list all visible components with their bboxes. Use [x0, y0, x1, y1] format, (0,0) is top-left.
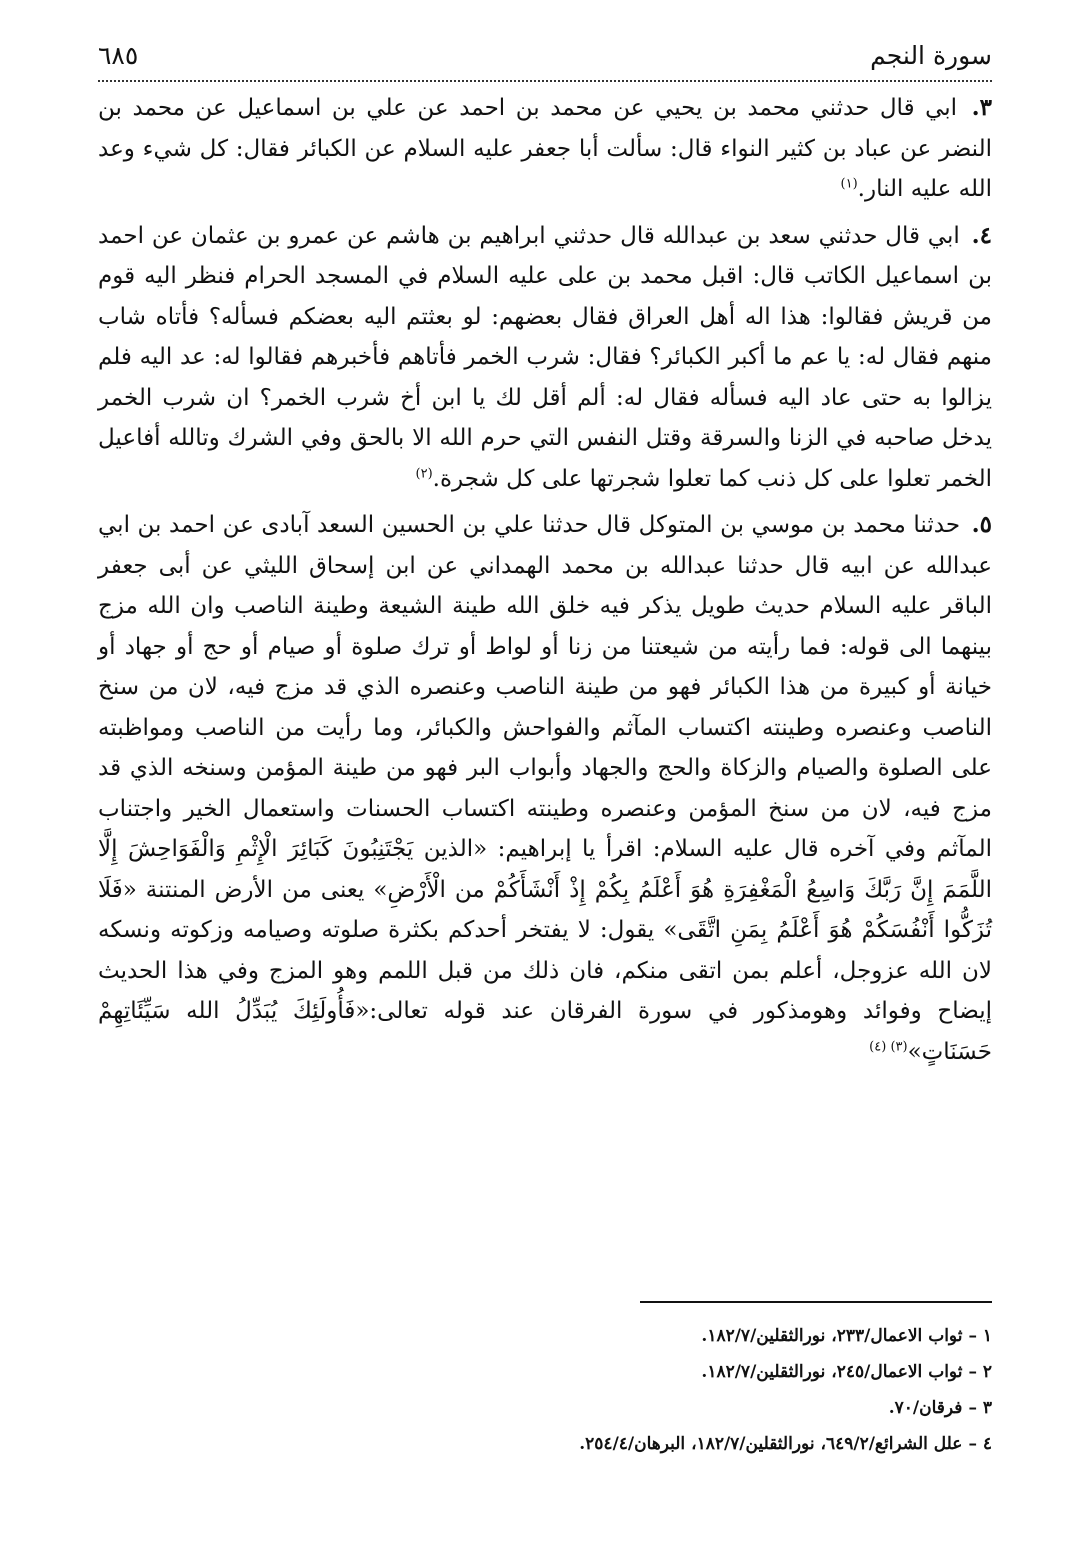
footnotes — [98, 1318, 992, 1462]
paragraph-5 — [98, 505, 992, 1072]
paragraph-text: ابي قال حدثني سعد بن عبدالله قال حدثني ابراهيم بن هاشم عن عمرو بن عثمان عن احمد بن اسماعيل الكاتب قال: اقبل محمد بن على عليه السلام في المسجد الحرام فنظر اليه قوم من قريش فقالوا: هذا اله أهل العراق فقال بعضهم: لو بعثتم اليه بعضكم فسأله؟ فأتاه شاب منهم فقال له: يا عم ما أكبر الكبائر؟ فقال: شرب الخمر فأتاهم فأخبرهم فقالوا له: عد اليه فلم يزالوا به حتى عاد اليه فسأله فقال له: ألم أقل لك يا ابن أخ شرب الخمر؟ ان شرب الخمر يدخل صاحبه في الزنا والسرقة وقتل النفس التي حرم الله الا بالحق وفي الشرك وتالله أفاعيل الخمر تعلوا على كل ذنب كما تعلوا شجرتها على كل شجرة. — [98, 222, 992, 492]
footnote-1 — [98, 1318, 992, 1354]
paragraph-text: حدثنا محمد بن موسي بن المتوكل قال حدثنا علي بن الحسين السعد آبادى عن احمد بن ابي عبدالله عن ابيه قال حدثنا عبدالله بن محمد الهمداني عن ابن إسحاق الليثي عن أبى جعفر الباقر عليه السلام حديث طويل يذكر فيه خلق الله طينة الشيعة وطينة الناصب وان الله مزج بينهما الى قوله: فما رأيته من شيعتنا من زنا أو لواط أو ترك صلوة أو صيام أو حج أو جهاد أو خيانة أو كبيرة من هذا الكبائر فهو من طينة الناصب وعنصره الذي قد مزج فيه، لان من سنخ الناصب وعنصره وطينته اكتساب المآثم والفواحش والكبائر، وما رأيت من الناصب ومواظبته على الصلوة والصيام والزكاة والحج والجهاد وأبواب البر فهو من طينة المؤمن وسنخه الذي قد مزج فيه، لان من سنخ المؤمن وعنصره وطينته اكتساب الحسنات واستعمال الخير واجتناب المآثم وفي آخره قال عليه السلام: اقرأ يا إبراهيم: «الذين يَجْتَنِبُونَ كَبَائِرَ الْإِثْمِ وَالْفَوَاحِشَ إِلَّا اللَّمَمَ إِنَّ رَبَّكَ وَاسِعُ الْمَغْفِرَةِ هُوَ أَعْلَمُ بِكُمْ إِذْ أَنْشَأَكُمْ من الْأَرْضِ» يعنى من الأرض المنتنة «فَلَا تُزَكُّوا أَنْفُسَكُمْ هُوَ أَعْلَمُ بِمَنِ اتَّقَى» يقول: لا يفتخر أحدكم بكثرة صلوته وصيامه وزكوته ونسكه لان الله عزوجل، أعلم بمن اتقى منكم، فان ذلك من قبل اللمم وهو المزج وفي هذا الحديث إيضاح وفوائد وهومذكور في سورة الفرقان عند قوله تعالى:«فَأُولَئِكَ يُبَدِّلُ الله سَيِّئَاتِهِمْ حَسَنَاتٍ» — [98, 512, 992, 1065]
page-body — [98, 36, 992, 1078]
footnote-number: ٣ – — [968, 1398, 992, 1418]
footnote-separator — [640, 1301, 992, 1303]
footnote-ref: (٣) (٤) — [869, 1038, 908, 1054]
footnote-ref: (٢) — [415, 465, 433, 481]
footnote-ref: (١) — [840, 176, 858, 192]
footnote-number: ١ – — [968, 1326, 992, 1346]
footnote-text: علل الشرائع/٦٤٩/٢، نورالثقلين/١٨٢/٧، البرهان/٢٥٤/٤. — [579, 1434, 963, 1454]
footnote-2 — [98, 1354, 992, 1390]
footnote-4 — [98, 1426, 992, 1462]
footnote-text: ثواب الاعمال/٢٤٥، نورالثقلين/١٨٢/٧. — [701, 1362, 963, 1382]
paragraph-number: ٤. — [971, 221, 992, 249]
footnote-text: فرقان/٧٠. — [888, 1398, 963, 1418]
footnote-number: ٤ – — [968, 1434, 992, 1454]
chapter-title: سورة النجم — [870, 41, 992, 70]
footnote-text: ثواب الاعمال/٢٣٣، نورالثقلين/١٨٢/٧. — [701, 1326, 963, 1346]
paragraph-3 — [98, 88, 992, 210]
footnote-number: ٢ – — [968, 1362, 992, 1382]
paragraph-number: ٥. — [971, 511, 993, 538]
paragraph-text: ابي قال حدثني محمد بن يحيي عن محمد بن احمد عن علي بن اسماعيل عن محمد بن النضر عن عباد بن كثير النواء قال: سألت أبا جعفر عليه السلام عن الكبائر فقال: كل شيء وعد الله عليه النار. — [98, 95, 992, 202]
footnote-3 — [98, 1390, 992, 1426]
page-number: ٦٨٥ — [98, 41, 139, 70]
paragraph-number: ٣. — [971, 94, 993, 121]
page-header — [98, 36, 992, 82]
paragraph-4 — [98, 216, 992, 500]
